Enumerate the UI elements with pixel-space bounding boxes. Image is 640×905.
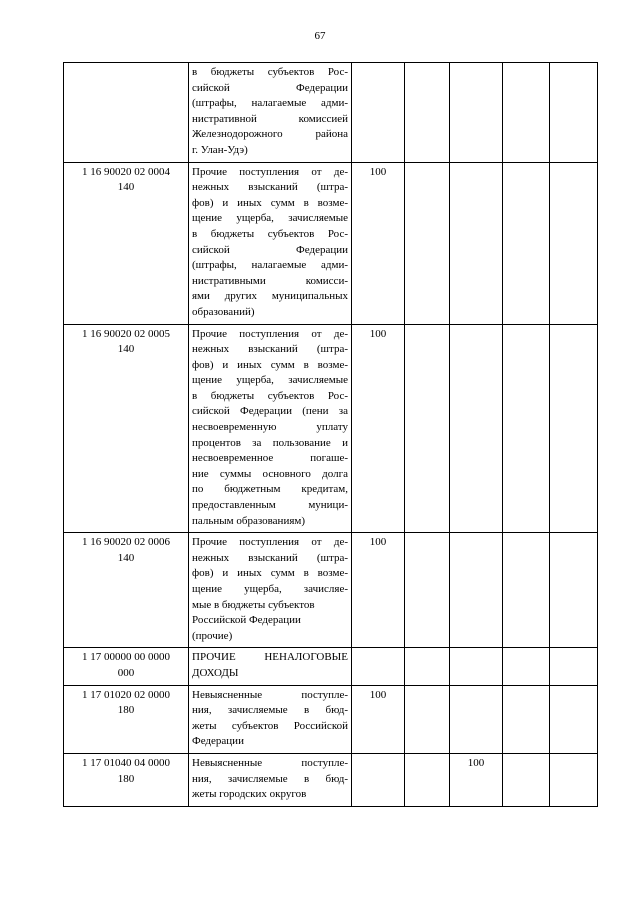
percent-cell-2 bbox=[405, 533, 450, 648]
revenue-name-line: (штрафы, налагаемые адми- bbox=[192, 97, 348, 110]
budget-code-line: 180 bbox=[117, 772, 135, 785]
revenue-name-line: в бюджеты субъектов Рос- bbox=[192, 389, 348, 402]
percent-cell-4 bbox=[503, 685, 550, 753]
percent-cell-1 bbox=[352, 648, 405, 685]
revenue-name-cell bbox=[189, 533, 352, 648]
revenue-name-line: Невыясненные поступле- bbox=[192, 756, 348, 769]
percent-cell-5 bbox=[550, 648, 598, 685]
table-row bbox=[64, 324, 598, 533]
percent-cell-1 bbox=[352, 753, 405, 806]
revenue-name-cell bbox=[189, 162, 352, 324]
percent-cell-2 bbox=[405, 324, 450, 533]
percent-cell-2 bbox=[405, 685, 450, 753]
budget-code-cell bbox=[64, 753, 189, 806]
revenue-name-line: нистративной комиссией bbox=[192, 112, 348, 125]
revenue-name-line: жеты городских округов bbox=[192, 788, 307, 801]
percent-cell-2 bbox=[405, 648, 450, 685]
percent-cell-1 bbox=[352, 63, 405, 163]
budget-code-cell bbox=[64, 324, 189, 533]
percent-cell-2 bbox=[405, 753, 450, 806]
revenue-name-line: щение ущерба, зачисляе- bbox=[192, 583, 348, 595]
revenue-name-line: г. Улан-Удэ) bbox=[192, 143, 248, 156]
revenue-name-line: Прочие поступления от де- bbox=[192, 536, 348, 549]
budget-code-line: 1 17 01020 02 0000 bbox=[82, 688, 170, 701]
revenue-name-line: несвоевременную уплату bbox=[192, 421, 348, 434]
percent-cell-5 bbox=[550, 753, 598, 806]
revenue-name-line: (прочие) bbox=[192, 629, 233, 642]
budget-code-line: 1 16 90020 02 0004 bbox=[82, 165, 170, 178]
revenue-name-cell bbox=[189, 685, 352, 753]
percent-cell-1: 100 bbox=[352, 685, 405, 753]
revenue-name-line: нежных взысканий (штра- bbox=[192, 551, 348, 564]
budget-code-line: 1 16 90020 02 0006 bbox=[82, 536, 170, 549]
revenue-name-line: ния, зачисляемые в бюд- bbox=[192, 772, 348, 785]
budget-code-cell bbox=[64, 63, 189, 163]
revenue-name-line: жеты субъектов Российской bbox=[192, 719, 348, 732]
budget-code-cell bbox=[64, 533, 189, 648]
budget-revenue-table bbox=[63, 62, 598, 807]
percent-cell-3 bbox=[450, 685, 503, 753]
percent-cell-5 bbox=[550, 533, 598, 648]
percent-cell-3 bbox=[450, 63, 503, 163]
revenue-name-line: нежных взысканий (штра- bbox=[192, 181, 348, 194]
revenue-name-line: ния, зачисляемые в бюд- bbox=[192, 704, 348, 717]
percent-cell-1: 100 bbox=[352, 162, 405, 324]
percent-cell-3: 100 bbox=[450, 753, 503, 806]
table-row bbox=[64, 162, 598, 324]
percent-cell-2 bbox=[405, 63, 450, 163]
percent-cell-4 bbox=[503, 63, 550, 163]
table-row bbox=[64, 685, 598, 753]
revenue-name-line: нистративными комисси- bbox=[192, 274, 348, 287]
revenue-name-line: Прочие поступления от де- bbox=[192, 327, 348, 340]
budget-code-line: 1 17 00000 00 0000 bbox=[82, 651, 170, 664]
revenue-name-line: фов) и иных сумм в возме- bbox=[192, 196, 348, 209]
percent-cell-3 bbox=[450, 533, 503, 648]
revenue-name-cell bbox=[189, 63, 352, 163]
revenue-name-line: фов) и иных сумм в возме- bbox=[192, 567, 348, 580]
table-row bbox=[64, 648, 598, 685]
revenue-name-line: Российской Федерации bbox=[192, 614, 301, 627]
percent-cell-4 bbox=[503, 162, 550, 324]
revenue-name-line: процентов за пользование и bbox=[192, 436, 348, 449]
revenue-name-line: сийской Федерации (пени за bbox=[192, 405, 348, 418]
percent-cell-3 bbox=[450, 162, 503, 324]
page-number: 67 bbox=[314, 30, 326, 42]
percent-cell-2 bbox=[405, 162, 450, 324]
percent-cell-5 bbox=[550, 685, 598, 753]
revenue-name-line: Железнодорожного района bbox=[192, 128, 348, 141]
revenue-name-cell bbox=[189, 648, 352, 685]
table-row bbox=[64, 533, 598, 648]
budget-code-line: 140 bbox=[117, 343, 135, 356]
budget-code-cell bbox=[64, 648, 189, 685]
percent-cell-5 bbox=[550, 63, 598, 163]
budget-code-line: 140 bbox=[117, 181, 135, 194]
percent-cell-3 bbox=[450, 324, 503, 533]
revenue-name-line: мые в бюджеты субъектов bbox=[192, 598, 315, 611]
percent-cell-4 bbox=[503, 324, 550, 533]
revenue-name-line: ями других муниципальных bbox=[192, 290, 348, 303]
revenue-name-line: в бюджеты субъектов Рос- bbox=[192, 227, 348, 240]
budget-code-line: 140 bbox=[117, 551, 135, 564]
revenue-name-line: фов) и иных сумм в возме- bbox=[192, 358, 348, 371]
table-row bbox=[64, 753, 598, 806]
budget-code-cell bbox=[64, 685, 189, 753]
table-row bbox=[64, 63, 598, 163]
percent-cell-4 bbox=[503, 648, 550, 685]
percent-cell-1: 100 bbox=[352, 324, 405, 533]
revenue-name-line: щение ущерба, зачисляемые bbox=[192, 212, 348, 225]
budget-code-cell bbox=[64, 162, 189, 324]
percent-cell-5 bbox=[550, 162, 598, 324]
revenue-name-line: Федерации bbox=[192, 735, 244, 748]
revenue-name-line: (штрафы, налагаемые адми- bbox=[192, 259, 348, 272]
revenue-name-line: ДОХОДЫ bbox=[192, 666, 239, 679]
revenue-name-cell bbox=[189, 753, 352, 806]
revenue-name-line: Прочие поступления от де- bbox=[192, 165, 348, 178]
revenue-name-line: предоставленным муници- bbox=[192, 499, 348, 512]
revenue-name-line: образований) bbox=[192, 305, 255, 318]
percent-cell-4 bbox=[503, 533, 550, 648]
percent-cell-5 bbox=[550, 324, 598, 533]
revenue-name-line: сийской Федерации bbox=[192, 243, 348, 256]
revenue-name-cell bbox=[189, 324, 352, 533]
budget-code-line: 180 bbox=[117, 704, 135, 717]
budget-code-line: 1 16 90020 02 0005 bbox=[82, 327, 170, 340]
revenue-name-line: пальным образованиям) bbox=[192, 514, 306, 527]
revenue-name-line: ние суммы основного долга bbox=[192, 467, 348, 480]
percent-cell-3 bbox=[450, 648, 503, 685]
revenue-name-line: щение ущерба, зачисляемые bbox=[192, 374, 348, 387]
revenue-name-line: Невыясненные поступле- bbox=[192, 688, 348, 701]
budget-code-line: 000 bbox=[117, 666, 135, 679]
budget-code-line: 1 17 01040 04 0000 bbox=[82, 756, 170, 769]
percent-cell-1: 100 bbox=[352, 533, 405, 648]
revenue-name-line: нежных взысканий (штра- bbox=[192, 343, 348, 356]
revenue-name-line: в бюджеты субъектов Рос- bbox=[192, 66, 348, 78]
percent-cell-4 bbox=[503, 753, 550, 806]
revenue-name-line: сийской Федерации bbox=[192, 81, 348, 94]
revenue-name-line: по бюджетным кредитам, bbox=[192, 483, 348, 496]
revenue-name-line: несвоевременное погаше- bbox=[192, 452, 348, 465]
revenue-name-line: ПРОЧИЕ НЕНАЛОГОВЫЕ bbox=[192, 651, 348, 664]
